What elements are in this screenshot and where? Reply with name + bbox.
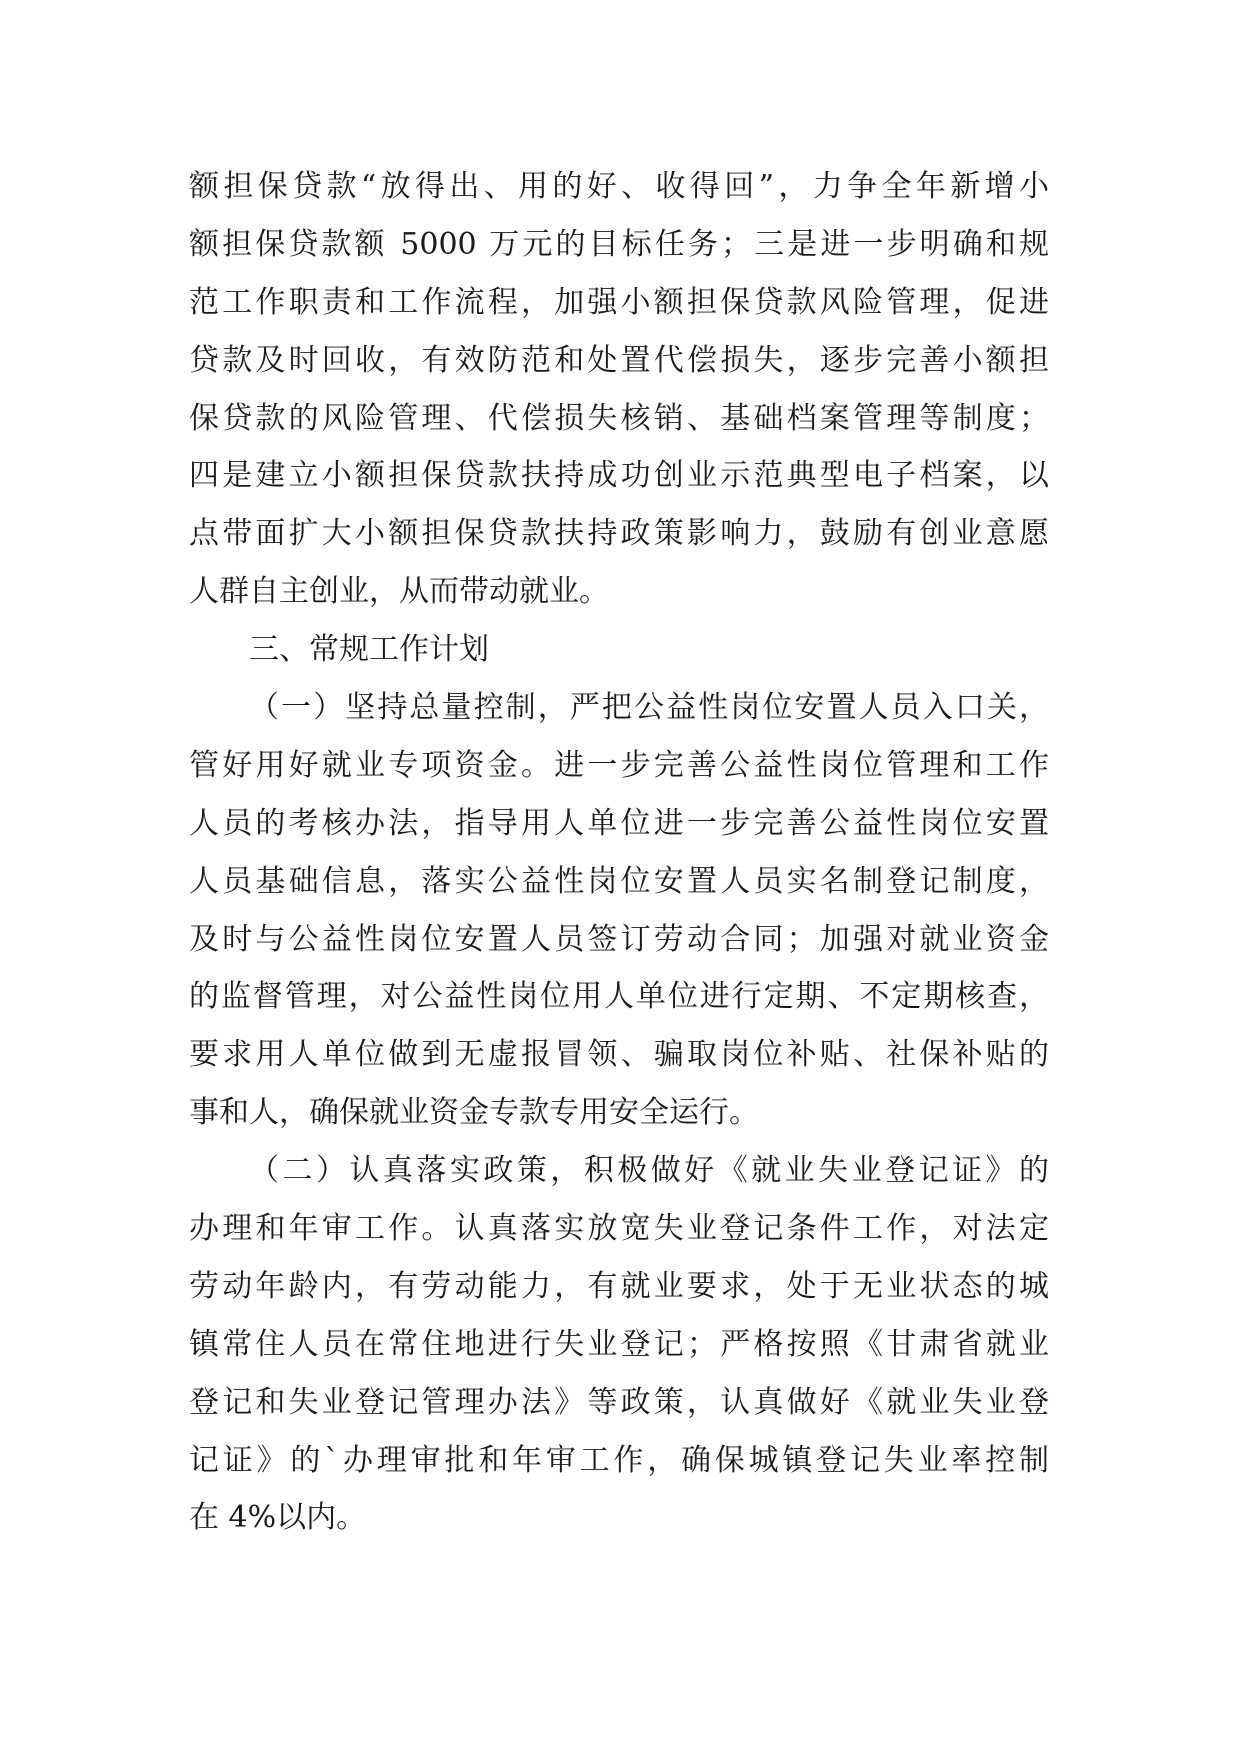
text-line: 四是建立小额担保贷款扶持成功创业示范典型电子档案，以 (189, 458, 1049, 494)
paragraph-2 (189, 1142, 1049, 1547)
text-line: （二）认真落实政策，积极做好《就业失业登记证》的 (249, 1153, 1049, 1189)
text-line: 及时与公益性岗位安置人员签订劳动合同；加强对就业资金 (189, 921, 1049, 957)
text-line: （一）坚持总量控制，严把公益性岗位安置人员入口关， (249, 690, 1049, 726)
text-line: 人员基础信息，落实公益性岗位安置人员实名制登记制度， (189, 863, 1049, 899)
paragraph-1 (189, 679, 1049, 1142)
text-line: 登记和失业登记管理办法》等政策，认真做好《就业失业登 (189, 1384, 1049, 1420)
text-line: 人员的考核办法，指导用人单位进一步完善公益性岗位安置 (189, 805, 1049, 841)
heading-line: 三、常规工作计划 (249, 632, 489, 668)
text-line: 额担保贷款额 5000 万元的目标任务；三是进一步明确和规 (189, 226, 1049, 262)
text-line: 贷款及时回收，有效防范和处置代偿损失，逐步完善小额担 (189, 342, 1049, 378)
text-line: 办理和年审工作。认真落实放宽失业登记条件工作，对法定 (189, 1211, 1049, 1247)
text-line: 的监督管理，对公益性岗位用人单位进行定期、不定期核查， (189, 979, 1049, 1015)
text-line: 点带面扩大小额担保贷款扶持政策影响力，鼓励有创业意愿 (189, 516, 1049, 552)
document-body (189, 158, 1049, 1547)
text-line: 额担保贷款“放得出、用的好、收得回”，力争全年新增小 (189, 169, 1049, 204)
text-line: 范工作职责和工作流程，加强小额担保贷款风险管理，促进 (189, 284, 1049, 320)
text-line: 管好用好就业专项资金。进一步完善公益性岗位管理和工作 (189, 747, 1049, 783)
text-line: 劳动年龄内，有劳动能力，有就业要求，处于无业状态的城 (189, 1268, 1049, 1304)
text-line: 保贷款的风险管理、代偿损失核销、基础档案管理等制度； (189, 400, 1049, 436)
text-line: 在 4%以内。 (189, 1500, 367, 1536)
text-line: 镇常住人员在常住地进行失业登记；严格按照《甘肃省就业 (189, 1326, 1049, 1362)
paragraph-continuation (189, 158, 1049, 621)
text-line: 事和人，确保就业资金专款专用安全运行。 (189, 1095, 759, 1131)
text-line: 记证》的`办理审批和年审工作，确保城镇登记失业率控制 (189, 1442, 1049, 1478)
section-heading (189, 621, 1049, 679)
text-line: 人群自主创业，从而带动就业。 (189, 574, 609, 610)
text-line: 要求用人单位做到无虚报冒领、骗取岗位补贴、社保补贴的 (189, 1037, 1049, 1073)
